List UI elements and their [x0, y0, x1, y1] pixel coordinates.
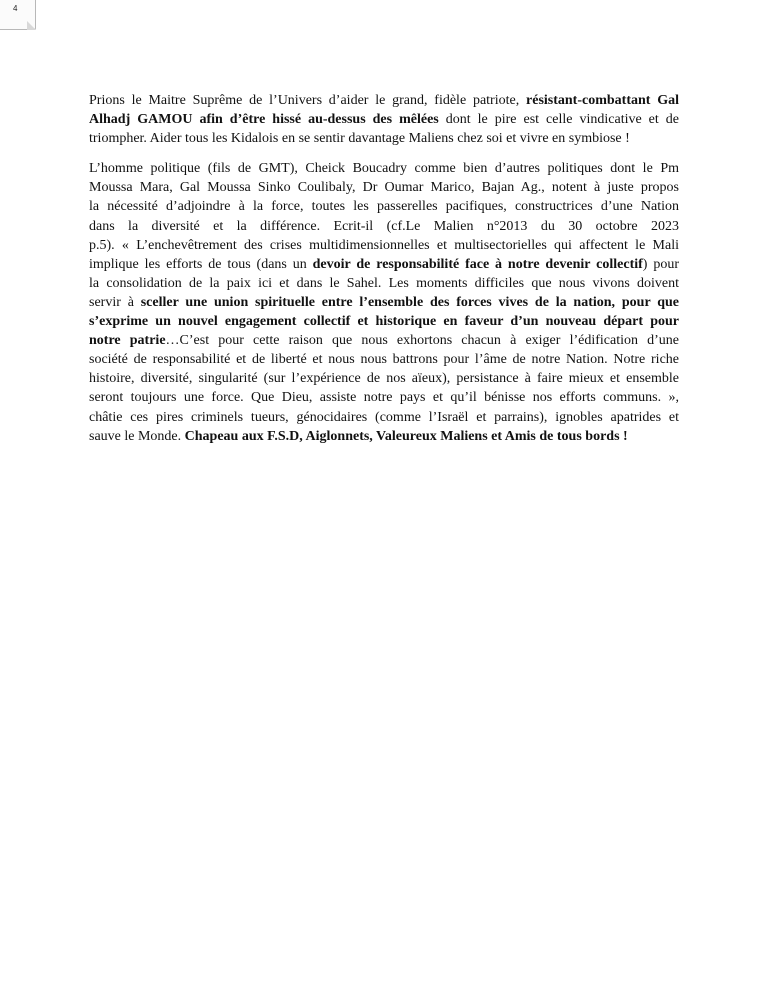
text-line — [89, 274, 679, 293]
text-line — [89, 178, 679, 197]
bold-text-run: sceller une union spirituelle entre l’ensemble des forces vives de la nation, pour que — [140, 294, 680, 310]
text-run: p.5). « L’enchevêtrement des crises multidimensionnelles et multisectorielles qui affectent le Mali — [89, 237, 679, 253]
text-line — [89, 91, 679, 110]
text-run: Moussa Mara, Gal Moussa Sinko Coulibaly, Dr Oumar Marico, Bajan Ag., notent à juste propos — [89, 180, 679, 196]
text-run: servir à — [89, 294, 141, 310]
text-line — [89, 129, 679, 148]
text-line — [89, 312, 679, 331]
text-line — [89, 236, 679, 255]
page-corner-fold-icon — [27, 21, 36, 30]
text-run: Prions le Maitre Suprême de l’Univers d’aider le grand, fidèle patriote, — [89, 93, 527, 108]
text-run: ) pour — [642, 256, 679, 272]
text-run: implique les efforts de tous (dans un — [89, 256, 313, 272]
text-line — [89, 110, 679, 129]
text-run: dont le pire est celle vindicative et de — [438, 112, 679, 128]
text-run: la nécessité d’adjoindre à la force, toutes les passerelles pacifiques, constructrices d’une Nation — [89, 199, 679, 215]
bold-text-run: résistant-combattant Gal — [526, 93, 680, 108]
body-paragraph — [89, 159, 679, 445]
text-run: la consolidation de la paix ici et dans le Sahel. Les moments difficiles que nous vivons doivent — [89, 275, 679, 291]
body-paragraph — [89, 91, 679, 148]
text-line — [89, 293, 679, 312]
text-line — [89, 331, 679, 350]
page-number: 4 — [13, 4, 18, 13]
text-line — [89, 408, 679, 427]
bold-text-run: Chapeau aux F.S.D, Aiglonnets, Valeureux Maliens et Amis de tous bords ! — [184, 428, 628, 444]
bold-text-run: s’exprime un nouvel engagement collectif et historique en faveur d’un nouveau départ pour — [89, 314, 679, 330]
text-run: triompher. Aider tous les Kidalois en se sentir davantage Maliens chez soi et vivre en symbiose ! — [89, 131, 630, 147]
text-run: seront toujours une force. Que Dieu, assiste notre pays et qu’il bénisse nos efforts communs. », — [89, 390, 679, 406]
text-run: …C’est pour cette raison que nous exhortons chacun à exiger l’édification d’une — [165, 333, 680, 349]
text-line — [89, 369, 679, 388]
text-run: sauve le Monde. — [89, 428, 185, 444]
text-line — [89, 427, 679, 446]
text-run: dans la diversité et la différence. Ecrit-il (cf.Le Malien n°2013 du 30 octobre 2023 — [89, 218, 679, 234]
bold-text-run: notre patrie — [89, 333, 166, 349]
text-run: société de responsabilité et de liberté et nous nous battrons pour l’âme de notre Nation. Notre riche — [89, 352, 679, 368]
text-line — [89, 197, 679, 216]
text-line — [89, 217, 679, 236]
page-number-tab — [0, 0, 36, 30]
text-run: L’homme politique (fils de GMT), Cheick Boucadry comme bien d’autres politiques dont le Pm — [89, 161, 679, 177]
bold-text-run: Alhadj GAMOU afin d’être hissé au-dessus des mêlées — [89, 112, 439, 128]
text-line — [89, 159, 679, 178]
text-line — [89, 255, 679, 274]
text-line — [89, 350, 679, 369]
document-body — [89, 91, 679, 446]
text-run: histoire, diversité, singularité (sur l’expérience de nos aïeux), persistance à faire mieux et ensemble — [89, 371, 679, 387]
text-run: châtie ces pires criminels tueurs, génocidaires (comme l’Israël et parrains), ignobles apatrides et — [89, 409, 679, 425]
text-line — [89, 388, 679, 407]
bold-text-run: devoir de responsabilité face à notre devenir collectif — [312, 256, 643, 272]
